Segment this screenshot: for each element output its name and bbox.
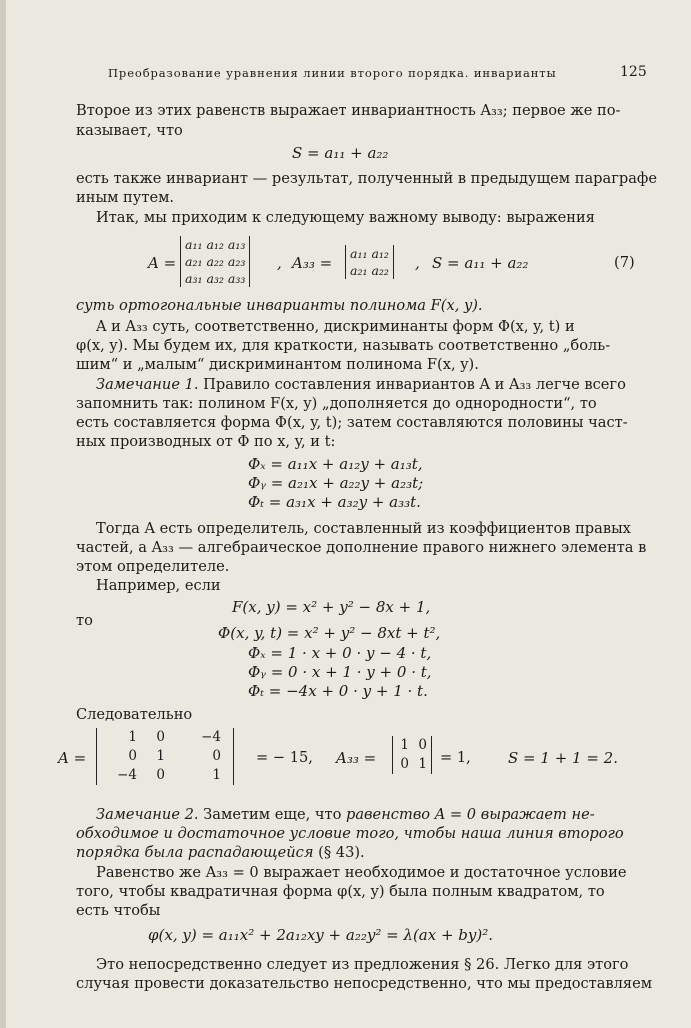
matrix-row: a₃₁ a₃₂ a₃₃ bbox=[185, 271, 246, 286]
remark-1-line bbox=[96, 376, 626, 393]
paragraph-line: есть чтобы bbox=[76, 902, 161, 919]
paragraph-line: ных производных от Φ по x, y, и t: bbox=[76, 433, 336, 450]
matrix-cell: −4 bbox=[117, 767, 137, 783]
remark-2-text: Заметим еще, что bbox=[203, 806, 342, 823]
matrix-cell: 0 bbox=[400, 756, 409, 772]
example-derivative-x: Φₓ = 1 · x + 0 · y − 4 · t, bbox=[248, 644, 432, 662]
paragraph-line: Например, если bbox=[96, 577, 221, 594]
paragraph-line: запомнить так: полином F(x, y) „дополняется до однородности“, то bbox=[76, 395, 597, 412]
paragraph-line: иным путем. bbox=[76, 189, 175, 206]
remark-2-ref: (§ 43). bbox=[318, 844, 365, 861]
page-number: 125 bbox=[620, 64, 647, 80]
paragraph-line-italic: обходимое и достаточное условие того, чтобы наша линия второго bbox=[76, 825, 624, 842]
equation-phi-square: φ(x, y) = a₁₁x² + 2a₁₂xy + a₂₂y² = λ(ax + by)². bbox=[148, 926, 494, 944]
example-derivative-t: Φₜ = −4x + 0 · y + 1 · t. bbox=[248, 682, 428, 700]
matrix-row: a₂₁ a₂₂ a₂₃ bbox=[185, 254, 246, 269]
matrix-row: a₁₁ a₁₂ a₁₃ bbox=[185, 237, 246, 252]
paragraph-line: есть также инвариант — результат, полученный в предыдущем параграфе bbox=[76, 170, 657, 187]
paragraph-line: Второе из этих равенств выражает инвариантность A₃₃; первое же по- bbox=[76, 102, 621, 119]
matrix-cell: 0 bbox=[418, 737, 427, 753]
remark-2-last-line bbox=[76, 844, 365, 861]
example-derivative-y: Φᵧ = 0 · x + 1 · y + 0 · t, bbox=[248, 663, 432, 681]
matrix-cell: 1 bbox=[156, 748, 165, 764]
matrix-row: a₂₁ a₂₂ bbox=[350, 263, 389, 278]
paragraph-line: Тогда A есть определитель, составленный из коэффициентов правых bbox=[96, 520, 631, 537]
paragraph-line: этом определителе. bbox=[76, 558, 230, 575]
eq7-s-expression: S = a₁₁ + a₂₂ bbox=[432, 254, 529, 272]
matrix-row bbox=[397, 736, 427, 755]
matrix-cell: 1 bbox=[418, 756, 427, 772]
matrix-cell: −4 bbox=[201, 729, 221, 745]
derivative-y: Φᵧ = a₂₁x + a₂₂y + a₂₃t; bbox=[248, 474, 424, 492]
equation-number: (7) bbox=[614, 254, 635, 271]
remark-1-text: Правило составления инвариантов A и A₃₃ легче всего bbox=[203, 376, 626, 393]
matrix-cell: 0 bbox=[212, 748, 221, 764]
paragraph-line: Следовательно bbox=[76, 706, 193, 723]
result-a33-value: = 1, bbox=[440, 749, 471, 766]
result-a33-determinant bbox=[392, 736, 432, 774]
paragraph-line: Итак, мы приходим к следующему важному выводу: выражения bbox=[96, 209, 595, 226]
paragraph-line: шим“ и „малым“ дискриминантом полинома F(x, y). bbox=[76, 356, 479, 373]
result-s-value: S = 1 + 1 = 2. bbox=[508, 749, 618, 767]
matrix-cell: 0 bbox=[156, 729, 165, 745]
matrix-row bbox=[101, 747, 229, 766]
page-edge-shadow bbox=[0, 0, 6, 1028]
result-a33-label: A₃₃ = bbox=[336, 749, 377, 767]
paragraph-line: частей, а A₃₃ — алгебраическое дополнение правого нижнего элемента в bbox=[76, 539, 647, 556]
result-a-determinant bbox=[96, 728, 234, 785]
remark-2-heading: Замечание 2. bbox=[96, 806, 199, 823]
matrix-row: a₁₁ a₁₂ bbox=[350, 246, 389, 261]
result-a-label: A = bbox=[58, 749, 87, 767]
paragraph-line: φ(x, y). Мы будем их, для краткости, называть соответственно „боль- bbox=[76, 337, 611, 354]
eq7-a-label: A = bbox=[148, 254, 177, 272]
matrix-cell: 1 bbox=[400, 737, 409, 753]
example-form: Φ(x, y, t) = x² + y² − 8xt + t², bbox=[218, 624, 441, 642]
paragraph-line: того, чтобы квадратичная форма φ(x, y) была полным квадратом, то bbox=[76, 883, 605, 900]
paragraph-line-italic: суть ортогональные инварианты полинома F(x, y). bbox=[76, 297, 483, 314]
paragraph-line: то bbox=[76, 612, 93, 629]
matrix-cell: 1 bbox=[128, 729, 137, 745]
running-title: Преобразование уравнения линии второго порядка. инварианты bbox=[108, 66, 557, 80]
equation-s-invariant: S = a₁₁ + a₂₂ bbox=[292, 144, 389, 162]
matrix-row bbox=[101, 728, 229, 747]
result-a-value: = − 15, bbox=[256, 749, 313, 766]
paragraph-line: Равенство же A₃₃ = 0 выражает необходимое и достаточное условие bbox=[96, 864, 627, 881]
paragraph-line: случая провести доказательство непосредственно, что мы предоставляем bbox=[76, 975, 653, 992]
example-polynomial: F(x, y) = x² + y² − 8x + 1, bbox=[232, 598, 431, 616]
matrix-row bbox=[101, 766, 229, 785]
remark-1-heading: Замечание 1. bbox=[96, 376, 199, 393]
remark-2-line bbox=[96, 806, 595, 823]
matrix-cell: 0 bbox=[156, 767, 165, 783]
matrix-cell: 1 bbox=[212, 767, 221, 783]
remark-2-italic: порядка была распадающейся bbox=[76, 844, 314, 861]
remark-2-italic: равенство A = 0 выражает не- bbox=[346, 806, 595, 823]
paragraph-line: Это непосредственно следует из предложения § 26. Легко для этого bbox=[96, 956, 629, 973]
eq7-separator: , bbox=[277, 254, 282, 272]
paragraph-line: A и A₃₃ суть, соответственно, дискриминанты форм Φ(x, y, t) и bbox=[96, 318, 575, 335]
paragraph-line: казывает, что bbox=[76, 122, 183, 139]
derivative-x: Φₓ = a₁₁x + a₁₂y + a₁₃t, bbox=[248, 455, 423, 473]
matrix-cell: 0 bbox=[128, 748, 137, 764]
eq7-separator: , bbox=[415, 254, 420, 272]
matrix-row bbox=[397, 755, 427, 774]
paragraph-line: есть составляется форма Φ(x, y, t); затем составляются половины част- bbox=[76, 414, 628, 431]
eq7-a33-determinant bbox=[345, 245, 394, 279]
derivative-t: Φₜ = a₃₁x + a₃₂y + a₃₃t. bbox=[248, 493, 421, 511]
eq7-a33-label: A₃₃ = bbox=[292, 254, 333, 272]
eq7-a-determinant bbox=[180, 236, 250, 287]
